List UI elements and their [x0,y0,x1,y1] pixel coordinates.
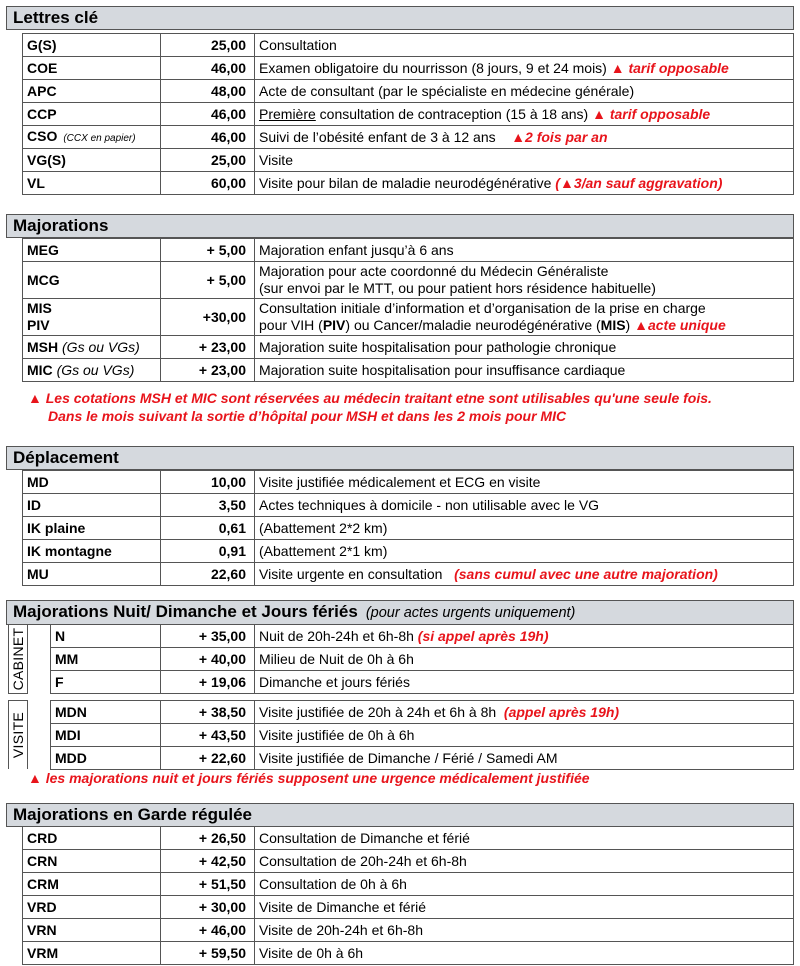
value-cell: 60,00 [161,172,255,195]
table-row [51,648,794,671]
code-cell [23,126,161,149]
section-title-nuit [6,600,794,625]
table-row [23,827,794,850]
value-cell: 46,00 [161,57,255,80]
table-row [23,103,794,126]
warning-text: Les cotations MSH et MIC sont réservées au médecin traitant etne sont utilisables qu'une seule fois. [45,390,712,406]
code-cell: G(S) [23,34,161,57]
table-row [23,540,794,563]
warning-line [28,389,712,407]
warning-text: Dans le mois suivant la sortie d’hôpital pour MSH et dans les 2 mois pour MIC [48,408,567,424]
value-cell: + 30,00 [161,896,255,919]
table-row [23,80,794,103]
table-row [23,262,794,299]
table-row [23,494,794,517]
description-line: (sur envoi par le MTT, ou pour patient hors résidence habituelle) [259,280,656,296]
section-title-text: Majorations [13,216,109,235]
description-cell [255,126,794,149]
warning-icon: ▲ [28,770,42,786]
table-row [51,724,794,747]
table-row [23,471,794,494]
description-cell: Majoration enfant jusqu’à 6 ans [255,239,794,262]
code-cell: MM [51,648,161,671]
table-row [23,299,794,336]
table-nuit-cabinet [50,624,794,694]
code-text: CSO [27,127,58,144]
visite-label-text: VISITE [10,711,26,759]
warning-note: (sans cumul avec une autre majoration) [454,565,718,582]
table-row [23,517,794,540]
value-cell: +30,00 [161,299,255,336]
code-text: MSH [27,338,59,355]
description-line: Consultation initiale d’information et d’organisation de la prise en charge [259,300,706,316]
table-row [23,359,794,382]
table-row [23,34,794,57]
code-subnote: (CCX en papier) [63,132,136,144]
description-cell [255,625,794,648]
description-cell: Actes techniques à domicile - non utilisable avec le VG [255,494,794,517]
description-line [259,317,789,334]
majorations-warning [28,389,712,425]
table-row [51,747,794,770]
table-row [23,942,794,965]
description-cell: Consultation de 0h à 6h [255,873,794,896]
description-cell: Acte de consultant (par le spécialiste en médecine générale) [255,80,794,103]
code-subnote: (Gs ou VGs) [56,361,135,378]
description-text: Visite urgente en consultation [259,565,443,582]
warning-icon: ▲ [634,317,648,333]
code-cell: CRD [23,827,161,850]
section-title-lettres-cle [6,6,794,30]
code-cell [23,359,161,382]
code-cell: COE [23,57,161,80]
warning-note: tarif opposable [628,59,729,76]
code-cell: APC [23,80,161,103]
code-cell: CCP [23,103,161,126]
value-cell: + 51,50 [161,873,255,896]
value-cell: + 23,00 [161,359,255,382]
description-cell [255,172,794,195]
code-cell: CRN [23,850,161,873]
warning-note: (si appel après 19h) [417,627,549,644]
description-cell: Milieu de Nuit de 0h à 6h [255,648,794,671]
value-cell: 0,91 [161,540,255,563]
code-cell: IK montagne [23,540,161,563]
code-cell: MU [23,563,161,586]
code-subnote: (Gs ou VGs) [62,338,140,355]
description-cell [255,701,794,724]
cabinet-label-text: CABINET [10,627,26,690]
description-cell [255,262,794,299]
code-cell: IK plaine [23,517,161,540]
visite-label [8,700,28,769]
warning-note: tarif opposable [609,105,711,122]
value-cell: + 23,00 [161,336,255,359]
description-cell: (Abattement 2*2 km) [255,517,794,540]
warning-note: (appel après 19h) [503,703,620,720]
description-text: Visite justifiée de 20h à 24h et 6h à 8h [259,703,497,720]
value-cell: + 35,00 [161,625,255,648]
description-cell: Visite de 20h-24h et 6h-8h [255,919,794,942]
description-cell: Majoration suite hospitalisation pour insuffisance cardiaque [255,359,794,382]
warning-note-open: ( [555,174,560,191]
description-cell [255,57,794,80]
description-cell [255,563,794,586]
table-row [51,625,794,648]
code-cell: MCG [23,262,161,299]
description-cell [255,103,794,126]
section-title-deplacement [6,446,794,470]
code-cell: VG(S) [23,149,161,172]
value-cell: + 40,00 [161,648,255,671]
code-text: MIC [27,361,53,378]
section-title-text: Majorations en Garde régulée [13,805,253,824]
description-cell: Consultation de 20h-24h et 6h-8h [255,850,794,873]
warning-icon: ▲ [511,128,526,145]
value-cell: 46,00 [161,103,255,126]
cabinet-label [8,624,28,694]
table-nuit-visite [50,700,794,770]
code-cell: MDN [51,701,161,724]
warning-icon: ▲ [592,105,606,122]
description-text: ) ou Cancer/maladie neurodégénérative ( [345,317,601,333]
code-cell: MDI [51,724,161,747]
value-cell: + 26,50 [161,827,255,850]
section-title-text: Majorations Nuit/ Dimanche et Jours fériés [13,602,358,621]
description-text: ) [625,317,631,333]
table-row [23,57,794,80]
description-cell: Consultation [255,34,794,57]
description-cell: Visite de Dimanche et férié [255,896,794,919]
value-cell: + 22,60 [161,747,255,770]
code-cell: VRM [23,942,161,965]
value-cell: 0,61 [161,517,255,540]
description-bold: PIV [322,317,346,333]
description-text: pour VIH ( [259,317,323,333]
description-cell: Majoration suite hospitalisation pour pathologie chronique [255,336,794,359]
value-cell: 48,00 [161,80,255,103]
value-cell: 25,00 [161,149,255,172]
value-cell: + 19,06 [161,671,255,694]
description-bold: MIS [600,317,626,333]
description-cell: Visite [255,149,794,172]
description-cell: Visite justifiée de 0h à 6h [255,724,794,747]
code-cell: VL [23,172,161,195]
description-line: Majoration pour acte coordonné du Médecin Généraliste [259,263,609,279]
table-row [23,172,794,195]
description-text: Examen obligatoire du nourrisson (8 jours, 9 et 24 mois) [259,59,607,76]
code-cell: VRN [23,919,161,942]
description-text: Suivi de l’obésité enfant de 3 à 12 ans [259,128,496,145]
value-cell: + 5,00 [161,262,255,299]
table-row [23,873,794,896]
section-title-text: Lettres clé [13,8,99,27]
code-cell: MEG [23,239,161,262]
warning-icon: ▲ [610,59,625,76]
table-garde [22,826,794,965]
table-row [23,896,794,919]
table-row [23,563,794,586]
value-cell: + 42,50 [161,850,255,873]
description-cell: Visite justifiée de Dimanche / Férié / Samedi AM [255,747,794,770]
code-cell [23,299,161,336]
table-row [23,850,794,873]
code-cell: VRD [23,896,161,919]
table-row [23,239,794,262]
value-cell: 22,60 [161,563,255,586]
section-subtitle: (pour actes urgents uniquement) [365,605,576,621]
code-cell [23,336,161,359]
value-cell: 25,00 [161,34,255,57]
code-text: PIV [27,317,50,333]
warning-note: 3/an sauf aggravation) [573,174,723,191]
value-cell: 10,00 [161,471,255,494]
warning-note: acte unique [647,317,726,333]
description-cell: Visite de 0h à 6h [255,942,794,965]
value-cell: + 43,50 [161,724,255,747]
value-cell: + 5,00 [161,239,255,262]
description-cell: (Abattement 2*1 km) [255,540,794,563]
code-text: MIS [27,300,52,316]
table-majorations [22,238,794,382]
description-text: Nuit de 20h-24h et 6h-8h [259,627,414,644]
table-deplacement [22,470,794,586]
value-cell: + 38,50 [161,701,255,724]
section-title-text: Déplacement [13,448,119,467]
table-row [23,149,794,172]
description-cell: Visite justifiée médicalement et ECG en visite [255,471,794,494]
description-text: Visite pour bilan de maladie neurodégénérative [259,174,552,191]
value-cell: 3,50 [161,494,255,517]
description-cell: Consultation de Dimanche et férié [255,827,794,850]
table-row [23,919,794,942]
table-lettres-cle [22,33,794,195]
warning-icon: ▲ [559,174,574,191]
table-row [51,701,794,724]
table-row [51,671,794,694]
warning-icon: ▲ [28,390,42,406]
code-cell: MDD [51,747,161,770]
code-cell: F [51,671,161,694]
code-cell: N [51,625,161,648]
warning-note: 2 fois par an [525,128,608,145]
code-cell: CRM [23,873,161,896]
section-title-garde [6,803,794,827]
nuit-warning [28,769,590,787]
description-cell [255,299,794,336]
description-underlined: Première [259,105,316,122]
value-cell: + 46,00 [161,919,255,942]
value-cell: + 59,50 [161,942,255,965]
code-cell: MD [23,471,161,494]
table-row [23,336,794,359]
description-text: consultation de contraception (15 à 18 ans) [315,105,589,122]
section-title-majorations [6,214,794,238]
value-cell: 46,00 [161,126,255,149]
table-row [23,126,794,149]
warning-text: les majorations nuit et jours fériés supposent une urgence médicalement justifiée [45,770,590,786]
description-cell: Dimanche et jours fériés [255,671,794,694]
code-cell: ID [23,494,161,517]
